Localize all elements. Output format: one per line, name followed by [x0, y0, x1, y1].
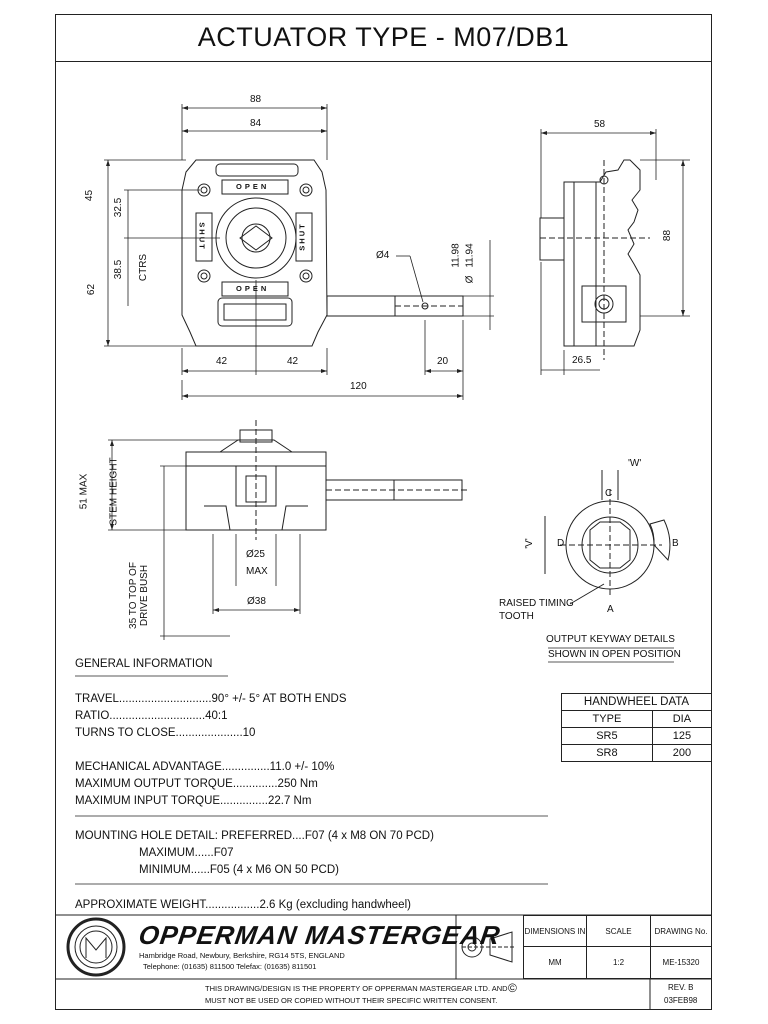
table-row — [562, 728, 712, 745]
shaft-11-94: 11.94 — [464, 243, 476, 268]
dim-84-top: 84 — [250, 118, 262, 129]
input-torque-line: MAXIMUM INPUT TORQUE...............22.7 Nm — [75, 795, 312, 807]
mech-advantage-line: MECHANICAL ADVANTAGE...............11.0 +/- 10% — [75, 761, 335, 773]
shaft-11-98: 11.98 — [450, 243, 462, 268]
handwheel-table — [561, 693, 712, 762]
keyway-a-label: A — [607, 604, 614, 615]
drawing-no-value: ME-15320 — [650, 946, 712, 979]
travel-line: TRAVEL.............................90° +/- 5° AT BOTH ENDS — [75, 693, 347, 705]
open-label-bottom: OPEN — [236, 284, 270, 293]
drive-bush-line2: DRIVE BUSH — [139, 564, 151, 627]
dim-120: 120 — [350, 381, 367, 392]
keyway-b-label: B — [672, 538, 679, 549]
raised-tooth-line2: TOOTH — [499, 611, 534, 622]
revision: REV. B — [668, 983, 694, 992]
turns-line: TURNS TO CLOSE.....................10 — [75, 727, 256, 739]
dim-58: 58 — [594, 119, 606, 130]
dim-62: 62 — [86, 283, 98, 296]
keyway-d-label: D — [557, 538, 565, 549]
notice-line-2: MUST NOT BE USED OR COPIED WITHOUT THEIR SPECIFIC WRITTEN CONSENT. — [205, 996, 498, 1005]
logo-gear — [68, 919, 124, 975]
top-view-body — [182, 160, 463, 346]
col-type-header: TYPE — [562, 711, 653, 728]
row-type: SR8 — [562, 745, 653, 762]
table-row — [562, 745, 712, 762]
mounting-line: MOUNTING HOLE DETAIL: PREFERRED....F07 (4 x M8 ON 70 PCD) — [75, 830, 434, 842]
dim-88-side: 88 — [662, 229, 674, 242]
dim-45: 45 — [84, 189, 96, 202]
revision-date: 03FEB98 — [664, 996, 698, 1005]
mounting-min-line: MINIMUM......F05 (4 x M6 ON 50 PCD) — [139, 864, 339, 876]
col-dia-header: DIA — [652, 711, 711, 728]
keyway-caption-2: SHOWN IN OPEN POSITION — [548, 649, 681, 660]
side-view-body — [540, 160, 650, 360]
drive-bush-line1: 35 TO TOP OF — [127, 562, 139, 629]
keyway-c-label: C — [605, 488, 613, 499]
row-dia: 200 — [652, 745, 711, 762]
dim-42-right: 42 — [287, 356, 299, 367]
dim-32-5: 32.5 — [113, 197, 125, 218]
shut-label-left: SHUT — [197, 222, 207, 251]
dim-42-left: 42 — [216, 356, 228, 367]
handwheel-title: HANDWHEEL DATA — [562, 694, 712, 711]
front-view-body — [186, 420, 470, 540]
ratio-line: RATIO..............................40:1 — [75, 710, 228, 722]
drawing-no-label: DRAWING No. — [650, 915, 712, 947]
row-type: SR5 — [562, 728, 653, 745]
row-dia: 125 — [652, 728, 711, 745]
dim-26-5: 26.5 — [572, 355, 592, 366]
drawing-title: ACTUATOR TYPE - M07/DB1 — [55, 14, 712, 62]
scale-value: 1:2 — [586, 946, 651, 979]
top-view-dims — [104, 104, 494, 400]
scale-label: SCALE — [586, 915, 651, 947]
dia25-label: Ø25 — [246, 549, 265, 560]
shaft-dia-symbol: Ø — [464, 275, 476, 284]
dia38-label: Ø38 — [247, 596, 266, 607]
side-view-dims — [541, 129, 690, 375]
keyway-w-label: 'W' — [628, 458, 642, 469]
general-heading: GENERAL INFORMATION — [75, 658, 213, 670]
dim-88-top: 88 — [250, 94, 262, 105]
dia4-label: Ø4 — [376, 250, 390, 261]
dim-20: 20 — [437, 356, 449, 367]
open-label-top: OPEN — [236, 182, 270, 191]
company-phone: Telephone: (01635) 811500 Telefax: (01635) 811501 — [143, 962, 317, 971]
ctrs-label: CTRS — [138, 253, 150, 282]
dim-38-5: 38.5 — [113, 259, 125, 280]
max-51-label: 51 MAX — [78, 473, 90, 510]
dimensions-label: DIMENSIONS IN — [523, 915, 587, 947]
raised-tooth-line1: RAISED TIMING — [499, 598, 574, 609]
max-label: MAX — [246, 566, 268, 577]
keyway-v-label: 'V' — [523, 538, 535, 549]
company-name: OPPERMAN MASTERGEAR — [136, 920, 503, 950]
stem-height-label: STEM HEIGHT — [108, 457, 120, 526]
copyright-icon: © — [508, 981, 517, 995]
company-address: Hambridge Road, Newbury, Berkshire, RG14 5TS, ENGLAND — [139, 951, 345, 960]
weight-line: APPROXIMATE WEIGHT.................2.6 Kg (excluding handwheel) — [75, 899, 411, 911]
output-torque-line: MAXIMUM OUTPUT TORQUE..............250 Nm — [75, 778, 318, 790]
mounting-max-line: MAXIMUM......F07 — [139, 847, 234, 859]
notice-line-1: THIS DRAWING/DESIGN IS THE PROPERTY OF OPPERMAN MASTERGEAR LTD. AND — [205, 984, 508, 993]
dimensions-value: MM — [523, 946, 587, 979]
shut-label-right: SHUT — [297, 222, 307, 251]
keyway-caption-1: OUTPUT KEYWAY DETAILS — [546, 634, 675, 645]
